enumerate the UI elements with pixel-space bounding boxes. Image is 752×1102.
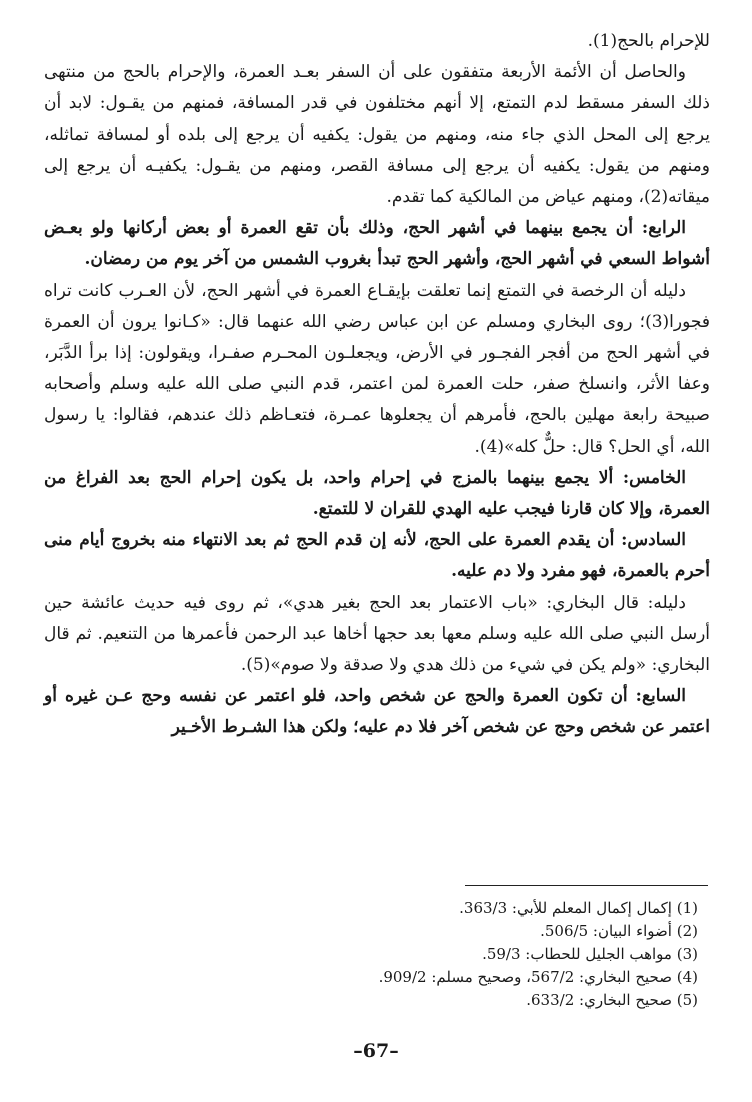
paragraph-summary: والحاصل أن الأئمة الأربعة متفقون على أن السفر بعـد العمرة، والإحرام بالحج من منتهى ذلك السفر مسقط لدم التمتع، إلا أنهم مختلفون في قدر المسافة، فمنهم من يقـول: لابد أن يرجع إلى المحل الذي جاء منه، ومنهم من يقول: يكفيه أن يرجع إلى بلده أو لمسافة تماثله، ومنهم من يقول: يكفيه أن يرجع إلى مسافة القصر، ومنهم من يقـول: يكفيـه أن يرجع إلى ميقاته(2)، ومنهم عياض من المالكية كما تقدم. (44, 62, 711, 208)
footnote-divider (465, 885, 708, 886)
footnote-4: (4) صحيح البخاري: 567/2، وصحيح مسلم: 909/2. (378, 968, 698, 986)
paragraph-sixth-evidence: دليله: قال البخاري: «باب الاعتمار بعد الحج بغير هدي»، ثم روى فيه حديث عائشة حين أرسل النبي صلى الله عليه وسلم معها بعد حجها أخاها عبد الرحمن فأعمرها من التنعيم. ثم قال البخاري: «ولم يكن في شيء من ذلك هدي ولا صدقة ولا صوم»(5). (44, 592, 710, 676)
footnote-5: (5) صحيح البخاري: 633/2. (526, 991, 698, 1009)
condition-fourth-heading: الرابع: أن يجمع بينهما في أشهر الحج، وذلك بأن تقع العمرة أو بعض أركانها ولو بعـض أشواط السعي في أشهر الحج، وأشهر الحج تبدأ بغروب الشمس من آخر يوم من رمضان. (44, 218, 710, 270)
condition-fifth-heading: الخامس: ألا يجمع بينهما بالمزج في إحرام واحد، بل يكون إحرام الحج بعد الفراغ من العمرة، وإلا كان قارنا فيجب عليه الهدي للقران لا للتمتع. (44, 467, 710, 520)
page-number: –67– (353, 1040, 399, 1062)
page-body (44, 26, 710, 744)
condition-seventh-heading: السابع: أن تكون العمرة والحج عن شخص واحد، فلو اعتمر عن نفسه وحج عـن غيره أو اعتمر عن شخص وحج عن شخص آخر فلا دم عليه؛ ولكن هذا الشـرط الأخـير (44, 686, 710, 738)
footnote-3: (3) مواهب الجليل للحطاب: 59/3. (482, 945, 698, 963)
paragraph-fourth-evidence: دليله أن الرخصة في التمتع إنما تعلقت بإيقـاع العمرة في أشهر الحج، لأن العـرب كانت تراه فجورا(3)؛ روى البخاري ومسلم عن ابن عباس رضي الله عنهما قال: «كـانوا يرون أن العمرة في أشهر الحج من أفجر الفجـور في الأرض، ويجعلـون المحـرم صفـرا، ويقولون: إذا برأ الدَّبَر، وعفا الأثر، وانسلخ صفر، حلت العمرة لمن اعتمر، قدم النبي صلى الله عليه وسلم وأصحابه صبيحة رابعة مهلين بالحج، فأمرهم أن يجعلوها عمـرة، فتعـاظم ذلك عندهم، فقالوا: يا رسول الله، أي الحل؟ قال: حلٌّ كله»(4). (44, 280, 710, 457)
footnote-1: (1) إكمال إكمال المعلم للأبي: 363/3. (459, 899, 698, 917)
footnotes-block (188, 897, 708, 1012)
footnote-2: (2) أضواء البيان: 506/5. (540, 922, 698, 940)
paragraph-continuation: للإحرام بالحج(1). (587, 31, 710, 51)
condition-sixth-heading: السادس: أن يقدم العمرة على الحج، لأنه إن قدم الحج ثم بعد الانتهاء منه بخروج أيام منى أحرم بالعمرة، فهو مفرد ولا دم عليه. (44, 530, 710, 582)
